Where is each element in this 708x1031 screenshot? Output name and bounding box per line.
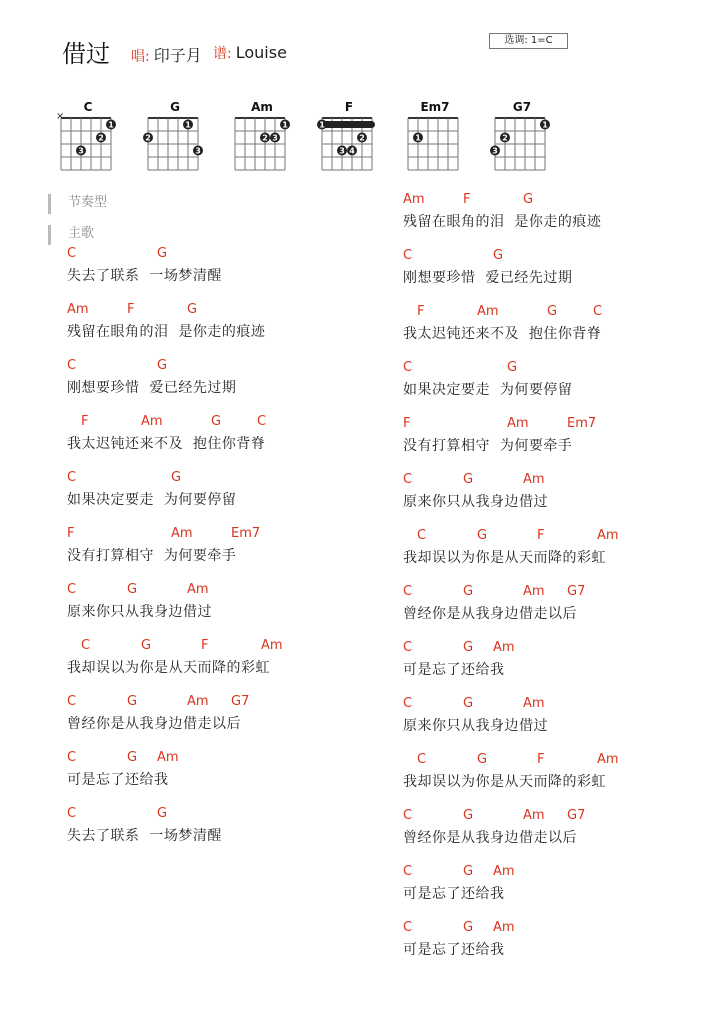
chord-label: Am — [171, 526, 193, 541]
chord-label: C — [417, 752, 427, 767]
singer-key: 唱: — [131, 49, 150, 65]
chord-label: C — [257, 414, 267, 429]
finger-number: 1 — [282, 120, 288, 130]
chord-label: C — [403, 248, 413, 263]
chord-label: C — [403, 808, 413, 823]
chord-label: Am — [507, 416, 529, 431]
chord-label: Am — [493, 640, 515, 655]
chord-label: G — [493, 248, 504, 263]
lyric-line: 没有打算相守 为何要牵手 — [403, 438, 573, 454]
chord-line — [403, 304, 703, 324]
chord-label: Am — [67, 302, 89, 317]
chord-label: G — [523, 192, 534, 207]
chord-label: Am — [523, 696, 545, 711]
lyric-line: 刚想要珍惜 爱已经先过期 — [403, 270, 573, 286]
arranger-info — [213, 43, 287, 63]
chord-label: Am — [523, 584, 545, 599]
chord-label: G — [171, 470, 182, 485]
chord-label: G — [463, 864, 474, 879]
fretboard-grid — [492, 114, 556, 172]
chord-diagram-g7 — [492, 100, 552, 172]
lyric-line: 原来你只从我身边借过 — [403, 494, 548, 510]
chord-label: G — [141, 638, 152, 653]
chord-label: G — [157, 246, 168, 261]
chord-line — [403, 248, 703, 268]
chord-line — [67, 358, 367, 378]
chord-label: G — [157, 806, 168, 821]
chord-label: C — [67, 246, 77, 261]
chord-label: G7 — [567, 808, 586, 823]
chord-line — [403, 920, 703, 940]
chord-label: G — [157, 358, 168, 373]
finger-number: 3 — [78, 146, 84, 156]
chord-diagram-name: G — [170, 100, 180, 114]
chord-label: G — [463, 640, 474, 655]
lyric-line: 曾经你是从我身边借走以后 — [67, 716, 241, 732]
section-verse: 主歌 — [48, 225, 94, 245]
lyric-line: 失去了联系 一场梦清醒 — [67, 828, 222, 844]
arranger-key: 谱: — [213, 46, 232, 62]
finger-number: 1 — [108, 120, 114, 130]
chord-label: C — [67, 358, 77, 373]
finger-number: 3 — [339, 146, 345, 156]
chord-line — [403, 864, 703, 884]
chord-label: Am — [597, 528, 619, 543]
chord-label: Am — [403, 192, 425, 207]
chord-line — [403, 472, 703, 492]
arranger-name: Louise — [235, 43, 287, 62]
lyric-line: 可是忘了还给我 — [403, 886, 505, 902]
lyric-line: 残留在眼角的泪 是你走的痕迹 — [403, 214, 602, 230]
chord-label: G — [477, 752, 488, 767]
chord-line — [67, 246, 367, 266]
lyric-line: 我太迟钝还来不及 抱住你背脊 — [403, 326, 602, 342]
lyric-line: 如果决定要走 为何要停留 — [403, 382, 573, 398]
finger-number: 1 — [185, 120, 191, 130]
chord-label: F — [463, 192, 471, 207]
lyric-line: 可是忘了还给我 — [67, 772, 169, 788]
chord-diagram-c — [58, 100, 118, 172]
fretboard-grid — [405, 114, 469, 172]
chord-label: Am — [187, 582, 209, 597]
chord-label: F — [537, 528, 545, 543]
finger-number: 3 — [492, 146, 498, 156]
lyric-line: 我却误以为你是从天而降的彩虹 — [403, 774, 606, 790]
chord-label: G7 — [567, 584, 586, 599]
lyric-line: 可是忘了还给我 — [403, 942, 505, 958]
finger-number: 2 — [145, 133, 151, 143]
chord-diagram-g — [145, 100, 205, 172]
finger-number: 2 — [262, 133, 268, 143]
chord-label: G — [463, 808, 474, 823]
chord-label: Am — [493, 864, 515, 879]
lyric-line: 原来你只从我身边借过 — [67, 604, 212, 620]
chord-line — [403, 416, 703, 436]
chord-label: Am — [493, 920, 515, 935]
chord-label: Am — [523, 472, 545, 487]
chord-label: C — [81, 638, 91, 653]
chord-label: G — [127, 750, 138, 765]
chord-line — [403, 360, 703, 380]
chord-diagram-name: Em7 — [420, 100, 450, 114]
muted-string-mark: × — [56, 111, 65, 122]
chord-line — [403, 696, 703, 716]
chord-diagram-name: C — [83, 100, 93, 114]
chord-label: G — [463, 696, 474, 711]
chord-diagram-name: Am — [251, 100, 273, 114]
lyric-line: 我却误以为你是从天而降的彩虹 — [403, 550, 606, 566]
right-lyrics-column — [403, 192, 703, 976]
fretboard-grid — [232, 114, 296, 172]
chord-line — [403, 584, 703, 604]
chord-line — [67, 694, 367, 714]
chord-label: F — [403, 416, 411, 431]
chord-label: C — [403, 640, 413, 655]
lyric-line: 曾经你是从我身边借走以后 — [403, 830, 577, 846]
chord-label: C — [403, 696, 413, 711]
chord-label: G — [187, 302, 198, 317]
chord-label: F — [417, 304, 425, 319]
fretboard-grid — [56, 111, 122, 172]
chord-line — [403, 192, 703, 212]
chord-line — [403, 808, 703, 828]
lyric-line: 失去了联系 一场梦清醒 — [67, 268, 222, 284]
lyric-line: 曾经你是从我身边借走以后 — [403, 606, 577, 622]
finger-number: 2 — [359, 133, 365, 143]
finger-number: 1 — [542, 120, 548, 130]
chord-label: Am — [477, 304, 499, 319]
chord-label: C — [403, 584, 413, 599]
chord-label: F — [127, 302, 135, 317]
chord-label: C — [403, 920, 413, 935]
chord-label: C — [67, 582, 77, 597]
chord-line — [67, 414, 367, 434]
chord-diagram-am — [232, 100, 292, 172]
chord-line — [67, 582, 367, 602]
chord-line — [403, 640, 703, 660]
chord-label: F — [201, 638, 209, 653]
chord-label: Am — [523, 808, 545, 823]
song-title: 借过 — [62, 40, 110, 68]
chord-label: Am — [261, 638, 283, 653]
lyric-line: 刚想要珍惜 爱已经先过期 — [67, 380, 237, 396]
chord-label: Em7 — [567, 416, 597, 431]
fretboard-grid — [145, 114, 209, 172]
chord-label: Em7 — [231, 526, 261, 541]
chord-label: C — [403, 864, 413, 879]
chord-label: G — [211, 414, 222, 429]
finger-number: 4 — [349, 146, 355, 156]
section-intro: 节奏型 — [48, 194, 107, 214]
chord-diagram-f — [319, 100, 379, 172]
finger-number: 1 — [415, 133, 421, 143]
chord-label: F — [67, 526, 75, 541]
chord-line — [67, 806, 367, 826]
chord-label: F — [537, 752, 545, 767]
chord-label: G — [127, 582, 138, 597]
singer-info — [131, 43, 202, 66]
chord-label: G — [507, 360, 518, 375]
chord-label: Am — [157, 750, 179, 765]
chord-label: C — [403, 360, 413, 375]
key-select-button[interactable]: 选调: 1=C — [489, 33, 568, 49]
singer-name: 印子月 — [153, 46, 202, 65]
lyric-line: 我太迟钝还来不及 抱住你背脊 — [67, 436, 266, 452]
chord-label: C — [417, 528, 427, 543]
chord-diagram-name: G7 — [512, 100, 532, 114]
chord-label: F — [81, 414, 89, 429]
chord-label: Am — [187, 694, 209, 709]
lyric-line: 如果决定要走 为何要停留 — [67, 492, 237, 508]
lyric-line: 可是忘了还给我 — [403, 662, 505, 678]
finger-number: 2 — [502, 133, 508, 143]
chord-label: C — [593, 304, 603, 319]
lyric-line: 残留在眼角的泪 是你走的痕迹 — [67, 324, 266, 340]
chord-label: C — [403, 472, 413, 487]
chord-diagram-em7 — [405, 100, 465, 172]
chord-label: Am — [597, 752, 619, 767]
chord-line — [67, 470, 367, 490]
chord-label: G — [463, 920, 474, 935]
lyric-line: 原来你只从我身边借过 — [403, 718, 548, 734]
finger-number: 2 — [98, 133, 104, 143]
fretboard-grid — [319, 114, 383, 172]
lyric-line: 我却误以为你是从天而降的彩虹 — [67, 660, 270, 676]
chord-label: G7 — [231, 694, 250, 709]
left-lyrics-column — [67, 246, 367, 862]
chord-label: C — [67, 694, 77, 709]
barre-mark — [319, 121, 375, 128]
chord-line — [403, 752, 703, 772]
chord-line — [67, 638, 367, 658]
chord-label: G — [127, 694, 138, 709]
chord-label: Am — [141, 414, 163, 429]
chord-label: G — [477, 528, 488, 543]
chord-label: G — [463, 584, 474, 599]
chord-line — [403, 528, 703, 548]
chord-label: C — [67, 806, 77, 821]
chord-label: G — [547, 304, 558, 319]
finger-number: 3 — [195, 146, 201, 156]
chord-line — [67, 302, 367, 322]
chord-label: G — [463, 472, 474, 487]
chord-diagram-name: F — [344, 100, 354, 114]
finger-number: 3 — [272, 133, 278, 143]
chord-label: C — [67, 470, 77, 485]
chord-line — [67, 526, 367, 546]
lyric-line: 没有打算相守 为何要牵手 — [67, 548, 237, 564]
finger-number: 1 — [319, 120, 325, 130]
chord-line — [67, 750, 367, 770]
chord-label: C — [67, 750, 77, 765]
